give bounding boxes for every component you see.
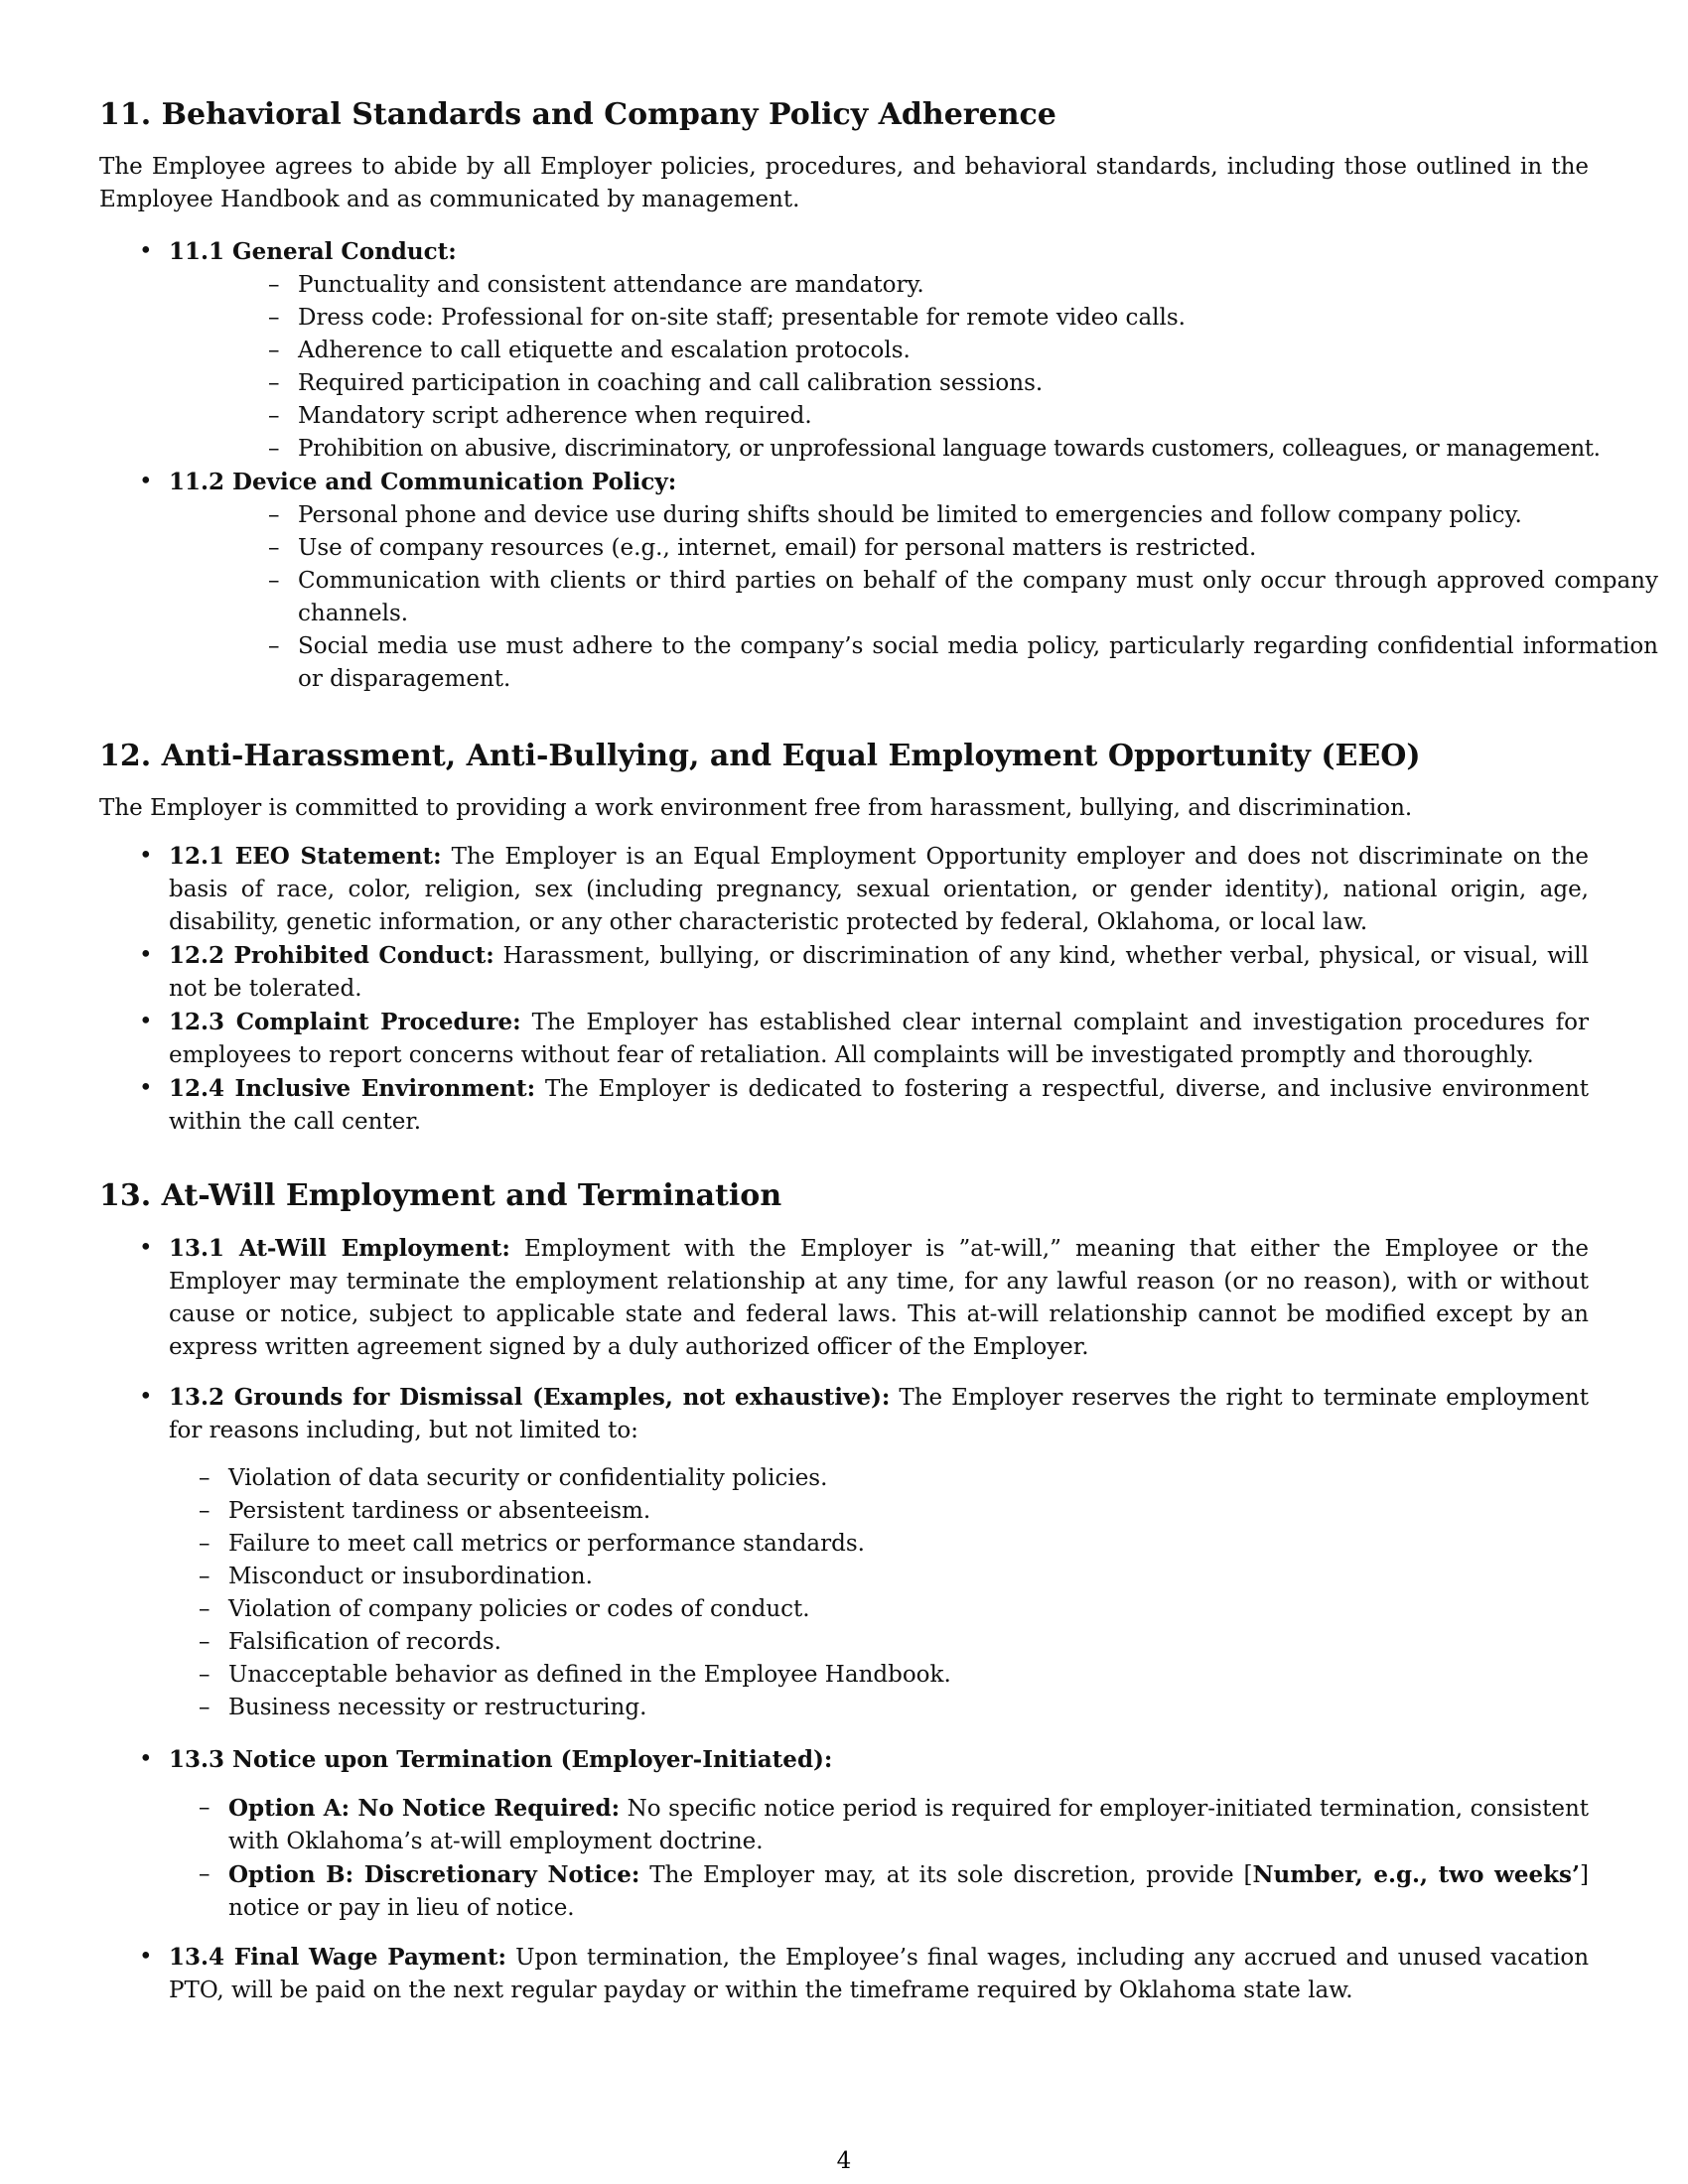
notice-options-list xyxy=(99,1792,1589,1925)
sub-item: – Dress code: Professional for on-site staff; presentable for remote video calls. xyxy=(169,302,1658,335)
final-wage-label: 13.4 Final Wage Payment: xyxy=(169,1944,507,1971)
sub-item: – Misconduct or insubordination. xyxy=(99,1561,1589,1593)
section-12-list xyxy=(99,840,1589,1139)
sub-item: – Falsification of records. xyxy=(99,1626,1589,1659)
option-b xyxy=(99,1858,1589,1925)
item-text: Harassment, bullying, or discrimination of any kind, whether verbal, physical, or visual, will not be tolerated. xyxy=(169,943,1589,1002)
item-text: The Employer is an Equal Employment Opportunity employer and does not discriminate on the basis of race, color, religion, sex (including pregnancy, sexual orientation, or gender identity), national origin, age, disability, genetic information, or any other characteristic protected by federal, Oklahoma, or local law. xyxy=(169,844,1589,935)
sub-item: – Use of company resources (e.g., internet, email) for personal matters is restricted. xyxy=(169,532,1658,565)
sub-item: – Persistent tardiness or absenteeism. xyxy=(99,1495,1589,1528)
option-b-text-after: ] notice or pay in lieu of notice. xyxy=(228,1862,1589,1921)
item-text: The Employer is dedicated to fostering a respectful, diverse, and inclusive environment within the call center. xyxy=(169,1076,1589,1135)
final-wage-text: Upon termination, the Employee’s final wages, including any accrued and unused vacation PTO, will be paid on the next regular payday or within the timeframe required by Oklahoma state law. xyxy=(169,1945,1590,2003)
general-conduct-label: 11.1 General Conduct: xyxy=(169,238,457,265)
option-a xyxy=(99,1792,1589,1858)
sub-item: – Required participation in coaching and call calibration sessions. xyxy=(169,367,1658,400)
list-item-dismissal xyxy=(99,1381,1589,1447)
item-label: 12.2 Prohibited Conduct: xyxy=(169,942,494,969)
section-11-list xyxy=(99,235,1658,696)
dismissal-label: 13.2 Grounds for Dismissal (Examples, not exhaustive): xyxy=(169,1384,891,1411)
list-item-eeo-statement xyxy=(99,840,1589,939)
sub-item: – Violation of company policies or codes of conduct. xyxy=(99,1593,1589,1626)
list-item-complaint-procedure xyxy=(99,1006,1589,1072)
option-a-label: Option A: No Notice Required: xyxy=(228,1795,621,1822)
page-number: 4 xyxy=(836,2148,852,2174)
at-will-text: Employment with the Employer is ”at-will,” meaning that either the Employee or the Employer may terminate the employment relationship at any time, for any lawful reason (or no reason), with or without cause or notice, subject to applicable state and federal laws. This at-will relationship cannot be modified except by an express written agreement signed by a duly authorized officer of the Employer. xyxy=(169,1236,1589,1360)
option-b-text-before: The Employer may, at its sole discretion, provide [ xyxy=(649,1862,1253,1888)
sub-item: – Unacceptable behavior as defined in the Employee Handbook. xyxy=(99,1659,1589,1692)
item-label: 12.1 EEO Statement: xyxy=(169,843,442,870)
option-b-placeholder: Number, e.g., two weeks’ xyxy=(1252,1861,1581,1888)
section-13-heading: 13. At-Will Employment and Termination xyxy=(99,1178,782,1213)
list-item-inclusive-environment xyxy=(99,1072,1589,1139)
list-item-device-policy xyxy=(99,466,1658,696)
sub-item: – Communication with clients or third parties on behalf of the company must only occur through approved company channels. xyxy=(169,565,1658,630)
sub-item: – Mandatory script adherence when required. xyxy=(169,400,1658,433)
list-item-prohibited-conduct xyxy=(99,939,1589,1006)
sub-item: – Personal phone and device use during shifts should be limited to emergencies and follow company policy. xyxy=(169,499,1658,532)
notice-label: 13.3 Notice upon Termination (Employer-Initiated): xyxy=(169,1746,833,1773)
section-12-intro: The Employer is committed to providing a work environment free from harassment, bullying, and discrimination. xyxy=(99,795,1413,821)
section-11-heading: 11. Behavioral Standards and Company Policy Adherence xyxy=(99,97,1056,132)
list-item-final-wage xyxy=(99,1941,1589,2007)
section-12-heading: 12. Anti-Harassment, Anti-Bullying, and Equal Employment Opportunity (EEO) xyxy=(99,739,1421,773)
sub-item: – Failure to meet call metrics or performance standards. xyxy=(99,1528,1589,1561)
sub-item: – Social media use must adhere to the company’s social media policy, particularly regarding confidential information or disparagement. xyxy=(169,630,1658,696)
option-a-text: No specific notice period is required for employer-initiated termination, consistent with Oklahoma’s at-will employment doctrine. xyxy=(228,1796,1589,1854)
sub-item: – Prohibition on abusive, discriminatory, or unprofessional language towards customers, colleagues, or management. xyxy=(169,433,1658,466)
sub-item: – Punctuality and consistent attendance are mandatory. xyxy=(169,269,1658,302)
item-label: 12.4 Inclusive Environment: xyxy=(169,1075,536,1102)
sub-item: – Business necessity or restructuring. xyxy=(99,1692,1589,1724)
device-policy-label: 11.2 Device and Communication Policy: xyxy=(169,469,677,495)
option-b-label: Option B: Discretionary Notice: xyxy=(228,1861,640,1888)
dismissal-text: The Employer reserves the right to terminate employment for reasons including, but not limited to: xyxy=(169,1385,1589,1443)
list-item-notice xyxy=(99,1743,1589,1777)
item-text: The Employer has established clear internal complaint and investigation procedures for employees to report concerns without fear of retaliation. All complaints will be investigated promptly and thoroughly. xyxy=(169,1010,1589,1068)
item-label: 12.3 Complaint Procedure: xyxy=(169,1009,521,1035)
at-will-label: 13.1 At-Will Employment: xyxy=(169,1235,510,1262)
sub-item: – Violation of data security or confidentiality policies. xyxy=(99,1462,1589,1495)
list-item-at-will xyxy=(99,1232,1589,1364)
dismissal-grounds-list xyxy=(99,1462,1589,1724)
list-item-general-conduct xyxy=(99,235,1601,466)
section-11-intro: The Employee agrees to abide by all Employer policies, procedures, and behavioral standards, including those outlined in the Employee Handbook and as communicated by management. xyxy=(99,154,1589,212)
sub-item: – Adherence to call etiquette and escalation protocols. xyxy=(169,335,1658,367)
